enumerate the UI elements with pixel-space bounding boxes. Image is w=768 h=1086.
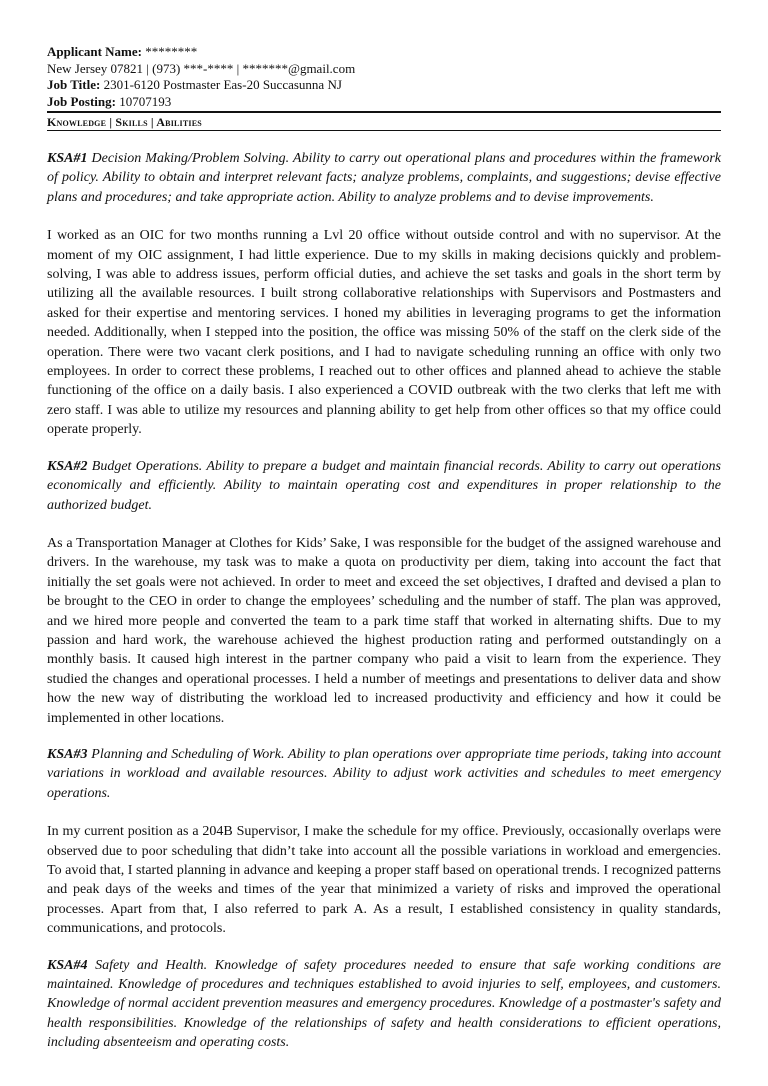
- ksa-1-response: I worked as an OIC for two months running a Lvl 20 office without outside control and with no supervisor. At the moment of my OIC assignment, I had little experience. Due to my skills in making decisions quickly and problem-solving, I was able to address issues, perform official duties, and achieve the set tasks and goals in the short term by utilizing all the available resources. I built strong collaborative relationships with Supervisors and Postmasters and asked for their expertise and mentoring services. I honed my abilities in leveraging programs to get the information needed. Additionally, when I stepped into the position, the office was missing 50% of the staff on the clerk side of the operation. There were two vacant clerk positions, and I had to navigate scheduling running an office with only two employees. In order to correct these problems, I reached out to other offices and planned ahead to achieve the stable functioning of the office on a daily basis. I also experienced a COVID outbreak with the two clerks that left me with zero staff. I was able to utilize my resources and planning ability to get help from other offices so that my office could operate properly.: [47, 228, 721, 438]
- contact-line: New Jersey 07821 | (973) ***-**** | *******@gmail.com: [47, 60, 356, 76]
- ksa-1-description: [47, 149, 721, 207]
- job-posting-value: 10707193: [115, 93, 172, 109]
- ksa-2-id: KSA#2: [47, 458, 88, 474]
- ksa-3-response: In my current position as a 204B Supervisor, I make the schedule for my office. Previously, occasionally overlaps were observed due to poor scheduling that didn’t take into account all the possible variations in workload and emergencies. To avoid that, I started planning in advance and keeping a proper staff based on operational trends. I recognized patterns and peak days of the weeks and times of the year that minimized a variety of risks and improved the operational processes. Apart from that, I also referred to park A. As a result, I established consistency in quality standards, communications, and protocols.: [47, 824, 721, 937]
- ksa-2-response: As a Transportation Manager at Clothes for Kids’ Sake, I was responsible for the budget of the assigned warehouse and drivers. In the warehouse, my task was to make a quota on productivity per diem, taking into account the fact that initially the set goals were not achieved. In order to meet and exceed the set objectives, I drafted and devised a plan to be brought to the CEO in order to change the employees’ scheduling and the number of staff. The plan was approved, and we hired more people and converted the team to a park time staff that worked in alternating shifts. Due to my passion and hard work, the warehouse achieved the highest production rating and performed outstandingly on a monthly basis. It caused high interest in the partner company who paid a visit to learn from the experience. They studied the changes and operational processes. I held a number of meetings and presentations to deliver data and show how the new way of distributing the workload led to increased productivity and efficiency and how it could be implemented in other locations.: [47, 535, 721, 726]
- ksa-4-description: [47, 956, 721, 1053]
- ksa-3-id: KSA#3: [47, 746, 88, 762]
- ksa-4-text: Safety and Health. Knowledge of safety procedures needed to ensure that safe working conditions are maintained. Knowledge of procedures and techniques established to avoid injuries to self, employees, and customers. Knowledge of normal accident prevention measures and emergency procedures. Knowledge of a postmaster's safety and health responsibilities. Knowledge of the relationships of safety and health considerations to efficient operations, including absenteeism and operating costs.: [47, 957, 721, 1051]
- job-title-label: Job Title:: [47, 77, 101, 92]
- job-title-value: 2301-6120 Postmaster Eas-20 Succasunna NJ: [100, 77, 342, 92]
- ksa-3-description: [47, 745, 721, 803]
- job-posting-label: Job Posting:: [47, 93, 116, 109]
- applicant-name-value: ********: [141, 44, 198, 59]
- applicant-name-line: [47, 44, 721, 61]
- ksa-1-text: Decision Making/Problem Solving. Ability to carry out operational plans and procedures within the framework of policy. Ability to obtain and interpret relevant facts; analyze problems, complaints, and suggestions; devise effective plans and procedures; and take appropriate action. Ability to analyze problems and to devise improvements.: [47, 151, 721, 205]
- resume-page: [47, 44, 721, 1053]
- ksa-2-text: Budget Operations. Ability to prepare a budget and maintain financial records. Ability to carry out operations economically and efficiently. Ability to maintain operating cost and expenditures in proper relationship to the authorized budget.: [47, 458, 721, 513]
- job-posting-line: [47, 94, 721, 111]
- ksa-4-id: KSA#4: [47, 957, 88, 973]
- section-title: Knowledge | Skills | Abilities: [47, 111, 721, 131]
- applicant-name-label: Applicant Name:: [47, 44, 142, 59]
- ksa-2-description: [47, 457, 721, 515]
- ksa-1-id: KSA#1: [47, 151, 88, 166]
- job-title-line: [47, 77, 721, 94]
- ksa-3-text: Planning and Scheduling of Work. Ability to plan operations over appropriate time periods, taking into account variations in workload and available resources. Ability to adjust work activities and schedules to meet emergency operations.: [47, 746, 721, 801]
